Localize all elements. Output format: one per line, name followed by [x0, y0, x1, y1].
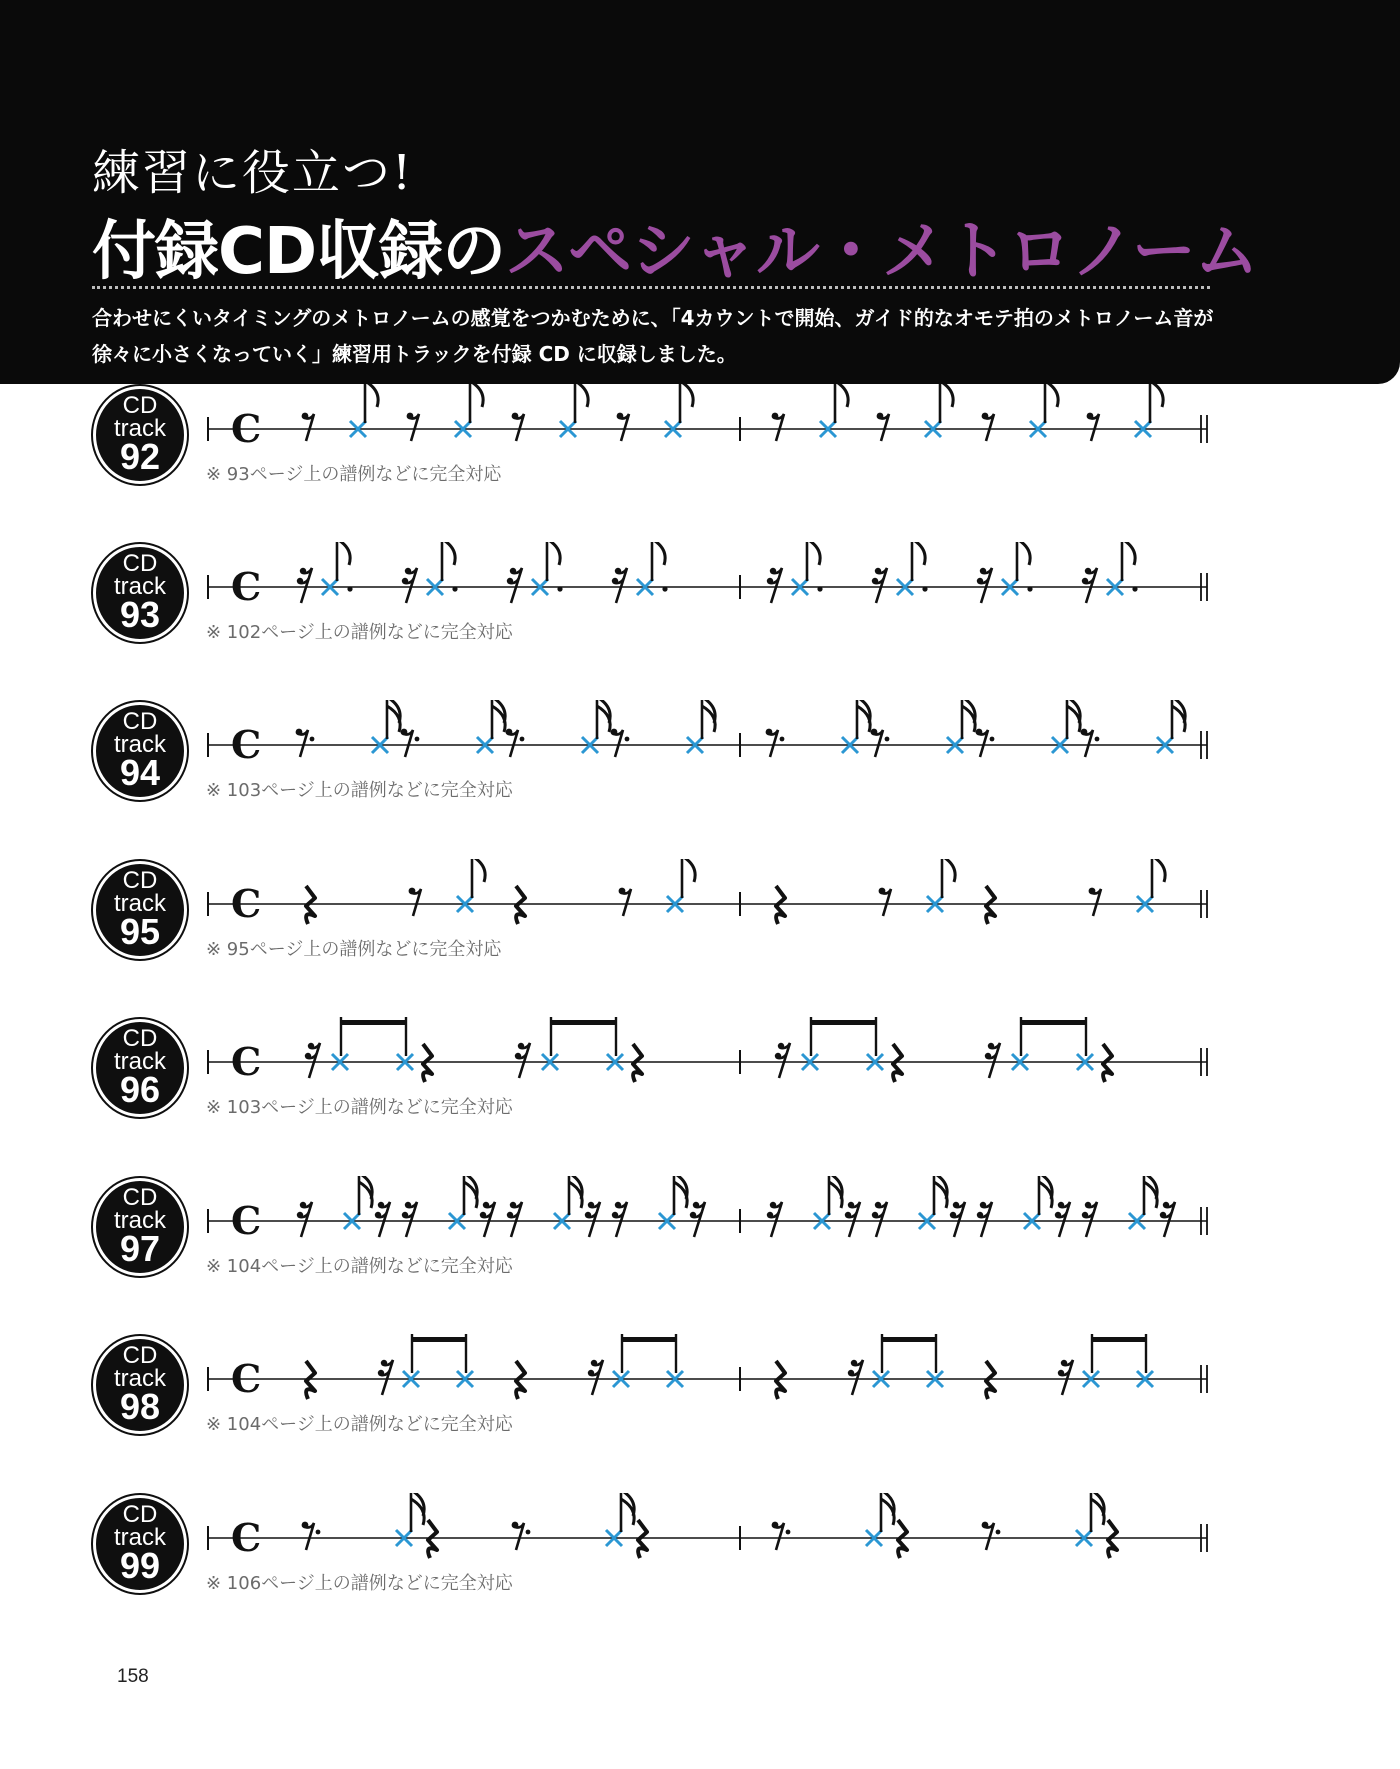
sixteenth-rest: [767, 1202, 782, 1237]
rhythm-staff: [0, 1493, 1400, 1633]
badge-track-number: 95: [119, 911, 161, 952]
quarter-rest: [516, 1361, 525, 1399]
page-reference-note: ※ 103ページ上の譜例などに完全対応: [206, 780, 513, 801]
badge-cd-label: CD: [122, 392, 158, 419]
page-reference-note: ※ 103ページ上の譜例などに完全対応: [206, 1097, 513, 1118]
page-reference-note: ※ 104ページ上の譜例などに完全対応: [206, 1414, 513, 1435]
dotted-divider: [92, 286, 1210, 289]
quarter-rest: [516, 886, 525, 924]
time-signature: C: [231, 1515, 262, 1560]
badge-cd-label: CD: [122, 550, 158, 577]
rhythm-staff: [0, 1176, 1400, 1316]
badge-track-label: track: [113, 1207, 166, 1234]
page-title-accent: スペシャル・メトロノーム: [505, 215, 1258, 289]
page-title: [92, 200, 1258, 292]
eighth-rest: [302, 1522, 321, 1550]
rhythm-pattern: [306, 859, 1165, 924]
badge-track-number: 98: [119, 1386, 161, 1427]
sixteenth-rest: [612, 568, 627, 603]
page-reference-note: ※ 95ページ上の譜例などに完全対応: [206, 939, 502, 960]
quarter-rest: [1108, 1520, 1117, 1558]
sixteenth-rest: [977, 568, 992, 603]
eighth-rest: [879, 888, 891, 916]
sixteenth-rest: [515, 1043, 530, 1078]
badge-track-label: track: [113, 415, 166, 442]
quarter-rest: [986, 886, 995, 924]
badge-cd-label: CD: [122, 867, 158, 894]
track-row: [0, 700, 1400, 850]
eighth-rest: [877, 413, 889, 441]
eighth-rest: [296, 729, 315, 757]
sixteenth-rest: [507, 568, 522, 603]
sixteenth-rest: [872, 1202, 887, 1237]
sixteenth-rest: [1055, 1202, 1070, 1237]
track-row: [0, 859, 1400, 1009]
badge-cd-label: CD: [122, 1342, 158, 1369]
badge-track-number: 94: [119, 752, 161, 793]
badge-track-number: 93: [119, 594, 161, 635]
sixteenth-rest: [480, 1202, 495, 1237]
sixteenth-rest: [1160, 1202, 1175, 1237]
eighth-rest: [611, 729, 630, 757]
rhythm-staff: [0, 859, 1400, 999]
badge-track-number: 99: [119, 1545, 161, 1586]
header-banner: [0, 0, 1400, 384]
sixteenth-rest: [1082, 1202, 1097, 1237]
eighth-rest: [772, 413, 784, 441]
quarter-rest: [986, 1361, 995, 1399]
badge-cd-label: CD: [122, 1501, 158, 1528]
sixteenth-rest: [977, 1202, 992, 1237]
rhythm-staff: [0, 1334, 1400, 1474]
badge-track-label: track: [113, 1048, 166, 1075]
quarter-rest: [898, 1520, 907, 1558]
badge-cd-label: CD: [122, 708, 158, 735]
quarter-rest: [633, 1044, 642, 1082]
sixteenth-rest: [950, 1202, 965, 1237]
quarter-rest: [893, 1044, 902, 1082]
page-reference-note: ※ 106ページ上の譜例などに完全対応: [206, 1573, 513, 1594]
intro-text: 合わせにくいタイミングのメトロノームの感覚をつかむために、「4カウントで開始、ガイド的なオモテ拍のメトロノーム音が徐々に小さくなっていく」練習用トラックを付録 CD に収録しました。: [92, 306, 1214, 366]
sixteenth-rest: [1058, 1360, 1073, 1395]
sixteenth-rest: [378, 1360, 393, 1395]
sixteenth-rest: [402, 1202, 417, 1237]
eighth-rest: [409, 888, 421, 916]
page-reference-note: ※ 104ページ上の譜例などに完全対応: [206, 1256, 513, 1277]
eighth-rest: [1089, 888, 1101, 916]
eighth-rest: [982, 413, 994, 441]
sixteenth-rest: [985, 1043, 1000, 1078]
quarter-rest: [776, 1361, 785, 1399]
time-signature: C: [231, 1198, 262, 1243]
time-signature: C: [231, 406, 262, 451]
sixteenth-rest: [845, 1202, 860, 1237]
quarter-rest: [423, 1044, 432, 1082]
badge-track-number: 97: [119, 1228, 161, 1269]
rhythm-staff: [0, 1017, 1400, 1157]
rhythm-pattern: [297, 542, 1138, 603]
page-reference-note: ※ 93ページ上の譜例などに完全対応: [206, 464, 502, 485]
eighth-rest: [512, 1522, 531, 1550]
sixteenth-rest: [775, 1043, 790, 1078]
track-row: [0, 1176, 1400, 1326]
badge-track-label: track: [113, 573, 166, 600]
quarter-rest: [306, 1361, 315, 1399]
rhythm-pattern: [306, 1334, 1153, 1399]
sixteenth-rest: [872, 568, 887, 603]
rhythm-pattern: [302, 1493, 1117, 1558]
sixteenth-rest: [507, 1202, 522, 1237]
sixteenth-rest: [612, 1202, 627, 1237]
sixteenth-rest: [848, 1360, 863, 1395]
eighth-rest: [1087, 413, 1099, 441]
eighth-rest: [617, 413, 629, 441]
quarter-rest: [1103, 1044, 1112, 1082]
page-reference-note: ※ 102ページ上の譜例などに完全対応: [206, 622, 513, 643]
rhythm-staff: [0, 384, 1400, 524]
time-signature: C: [231, 1039, 262, 1084]
eighth-rest: [407, 413, 419, 441]
time-signature: C: [231, 1356, 262, 1401]
quarter-rest: [306, 886, 315, 924]
badge-track-label: track: [113, 731, 166, 758]
sixteenth-rest: [585, 1202, 600, 1237]
sixteenth-rest: [297, 1202, 312, 1237]
badge-track-label: track: [113, 1365, 166, 1392]
track-row: [0, 542, 1400, 692]
quarter-rest: [428, 1520, 437, 1558]
sixteenth-rest: [767, 568, 782, 603]
page-subtitle: 練習に役立つ!: [92, 145, 414, 201]
eighth-rest: [302, 413, 314, 441]
eighth-rest: [401, 729, 420, 757]
page-number: 158: [117, 1666, 149, 1687]
sixteenth-rest: [375, 1202, 390, 1237]
eighth-rest: [506, 729, 525, 757]
eighth-rest: [512, 413, 524, 441]
quarter-rest: [638, 1520, 647, 1558]
eighth-rest: [766, 729, 785, 757]
time-signature: C: [231, 722, 262, 767]
badge-cd-label: CD: [122, 1184, 158, 1211]
badge-cd-label: CD: [122, 1025, 158, 1052]
page-title-main: 付録CD収録の: [92, 215, 506, 289]
quarter-rest: [776, 886, 785, 924]
rhythm-pattern: [297, 1176, 1175, 1237]
sixteenth-rest: [305, 1043, 320, 1078]
eighth-rest: [619, 888, 631, 916]
sixteenth-rest: [690, 1202, 705, 1237]
track-row: [0, 384, 1400, 534]
rhythm-staff: [0, 700, 1400, 840]
sixteenth-rest: [297, 568, 312, 603]
eighth-rest: [1081, 729, 1100, 757]
badge-track-label: track: [113, 1524, 166, 1551]
time-signature: C: [231, 564, 262, 609]
sixteenth-rest: [1082, 568, 1097, 603]
track-row: [0, 1334, 1400, 1484]
rhythm-pattern: [302, 384, 1164, 441]
time-signature: C: [231, 881, 262, 926]
eighth-rest: [982, 1522, 1001, 1550]
eighth-rest: [871, 729, 890, 757]
eighth-rest: [772, 1522, 791, 1550]
track-row: [0, 1493, 1400, 1643]
badge-track-number: 92: [119, 436, 161, 477]
sixteenth-rest: [402, 568, 417, 603]
rhythm-staff: [0, 542, 1400, 682]
track-row: [0, 1017, 1400, 1167]
sixteenth-rest: [588, 1360, 603, 1395]
rhythm-pattern: [305, 1017, 1112, 1082]
eighth-rest: [976, 729, 995, 757]
badge-track-number: 96: [119, 1069, 161, 1110]
badge-track-label: track: [113, 890, 166, 917]
